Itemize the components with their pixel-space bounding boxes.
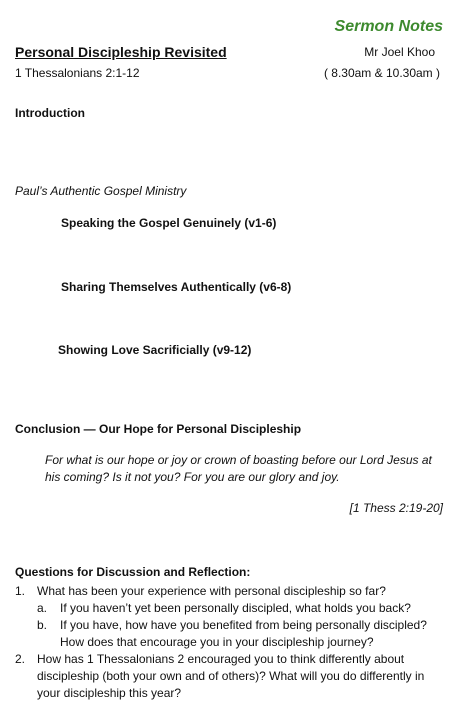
question-2 — [15, 651, 445, 702]
scripture-quote: For what is our hope or joy or crown of boasting before our Lord Jesus at his coming? Is it not you? For you are our glory and joy. — [45, 453, 432, 484]
sub-question-a — [37, 600, 445, 617]
question-number: 1. — [15, 584, 26, 598]
questions-list — [15, 583, 445, 702]
point-1: Speaking the Gospel Genuinely (v1-6) — [61, 216, 277, 230]
service-times: ( 8.30am & 10.30am ) — [323, 66, 440, 80]
point-2: Sharing Themselves Authentically (v6-8) — [61, 280, 292, 294]
sub-question-b — [37, 617, 445, 651]
speaker-name: Mr Joel Khoo — [364, 45, 435, 59]
questions-heading: Questions for Discussion and Reflection: — [15, 565, 251, 579]
quote-reference: [1 Thess 2:19-20] — [349, 501, 443, 515]
brand-title: Sermon Notes — [334, 18, 443, 35]
question-number: 2. — [15, 652, 26, 666]
question-text: What has been your experience with personal discipleship so far? — [37, 584, 386, 598]
introduction-heading: Introduction — [15, 106, 85, 120]
question-text: How has 1 Thessalonians 2 encouraged you to think differently about discipleship (both your own and of others)? What will you do differently in your discipleship this year? — [37, 652, 425, 700]
sub-question-text: If you have, how have you benefited from being personally discipled? How does that encourage you in your discipleship journey? — [60, 618, 427, 649]
question-1 — [15, 583, 445, 651]
sub-question-letter: a. — [37, 601, 48, 615]
conclusion-heading: Conclusion — Our Hope for Personal Discipleship — [15, 422, 302, 436]
sub-question-letter: b. — [37, 618, 48, 632]
sub-question-text: If you haven’t yet been personally discipled, what holds you back? — [60, 601, 411, 615]
section-heading: Paul’s Authentic Gospel Ministry — [15, 184, 187, 198]
scripture-passage: 1 Thessalonians 2:1-12 — [15, 66, 140, 80]
sermon-title: Personal Discipleship Revisited — [15, 44, 227, 60]
point-3: Showing Love Sacrificially (v9-12) — [58, 343, 252, 357]
